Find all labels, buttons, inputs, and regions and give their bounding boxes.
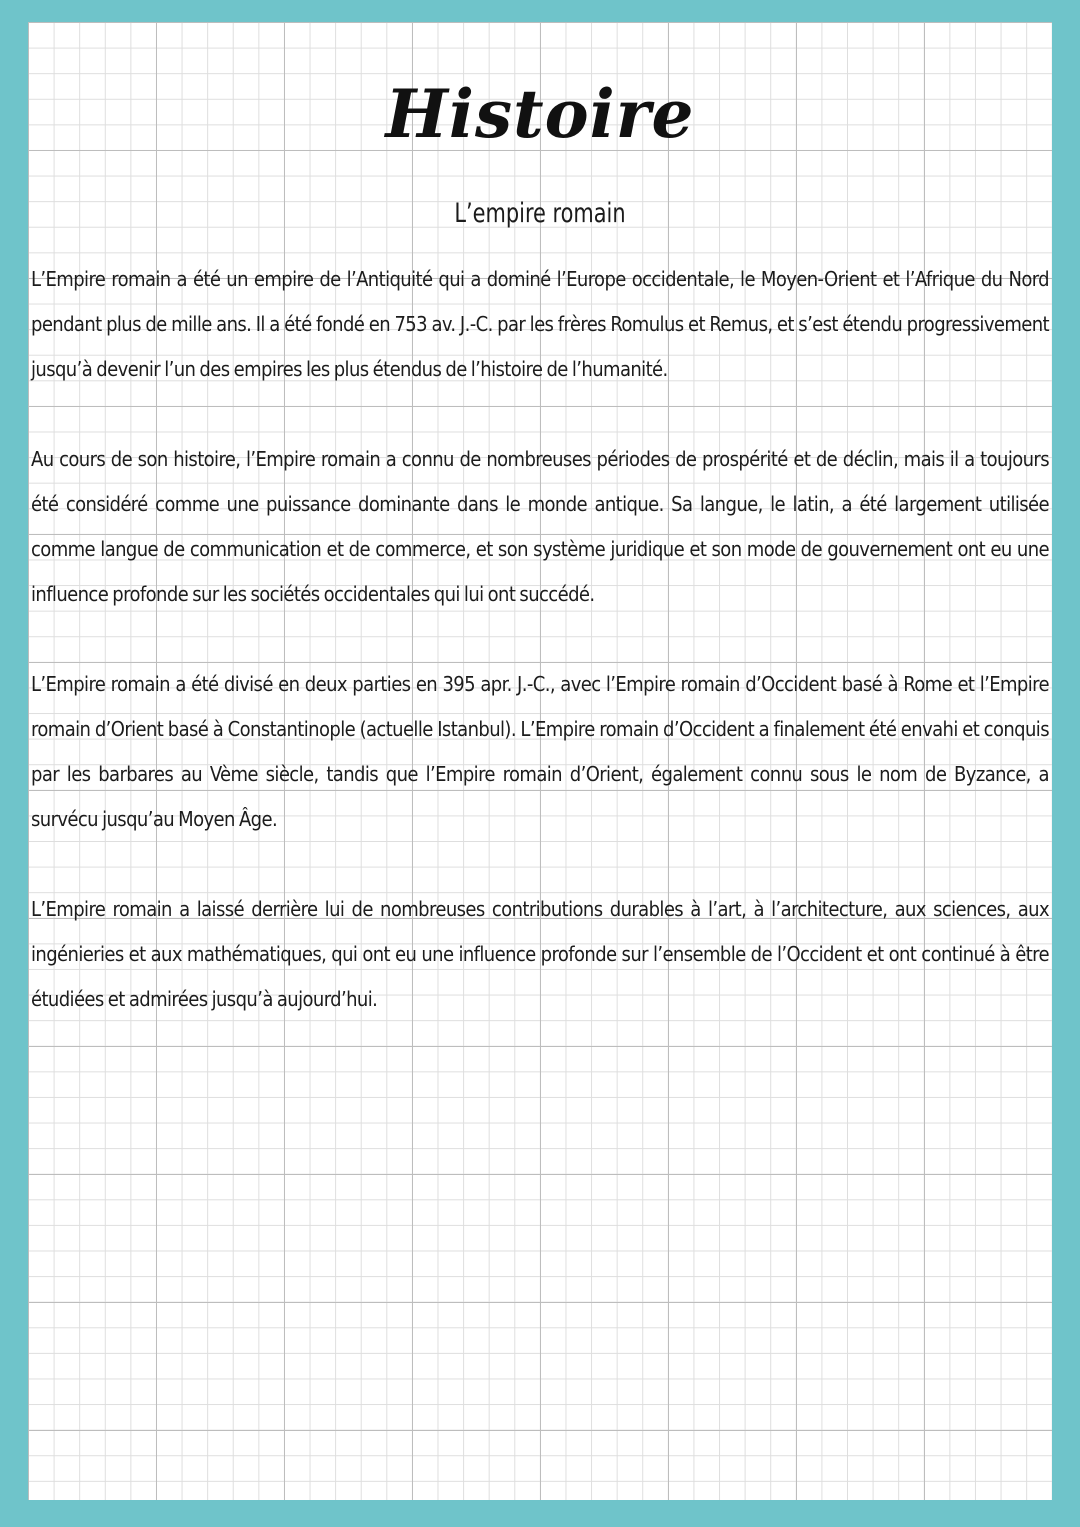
page-title: Histoire <box>385 75 695 153</box>
paragraph-4: L’Empire romain a laissé derrière lui de nombreuses contributions durables à l’art, à l’architecture, aux sciences, aux ingénieries et aux mathématiques, qui ont eu une influence profonde sur l’ensemble de l’Occident et ont continué à être étudiées et admirées jusqu’à aujourd’hui. <box>31 897 1049 1011</box>
document-body <box>31 257 1049 1067</box>
paragraph-2: Au cours de son histoire, l’Empire romain a connu de nombreuses périodes de prospérité et de déclin, mais il a toujours été considéré comme une puissance dominante dans le monde antique. Sa langue, le latin, a été largement utilisée comme langue de communication et de commerce, et son système juridique et son mode de gouvernement ont eu une influence profonde sur les sociétés occidentales qui lui ont succédé. <box>31 447 1049 606</box>
page-subtitle: L’empire romain <box>454 198 626 229</box>
paragraph-3: L’Empire romain a été divisé en deux parties en 395 apr. J.-C., avec l’Empire romain d’Occident basé à Rome et l’Empire romain d’Orient basé à Constantinople (actuelle Istanbul). L’Empire romain d’Occident a finalement été envahi et conquis par les barbares au Vème siècle, tandis que l’Empire romain d’Orient, également connu sous le nom de Byzance, a survécu jusqu’au Moyen Âge. <box>31 672 1049 831</box>
paragraph-1: L’Empire romain a été un empire de l’Antiquité qui a dominé l’Europe occidentale, le Moyen-Orient et l’Afrique du Nord pendant plus de mille ans. Il a été fondé en 753 av. J.-C. par les frères Romulus et Remus, et s’est étendu progressivement jusqu’à devenir l’un des empires les plus étendus de l’histoire de l’humanité. <box>31 267 1049 381</box>
